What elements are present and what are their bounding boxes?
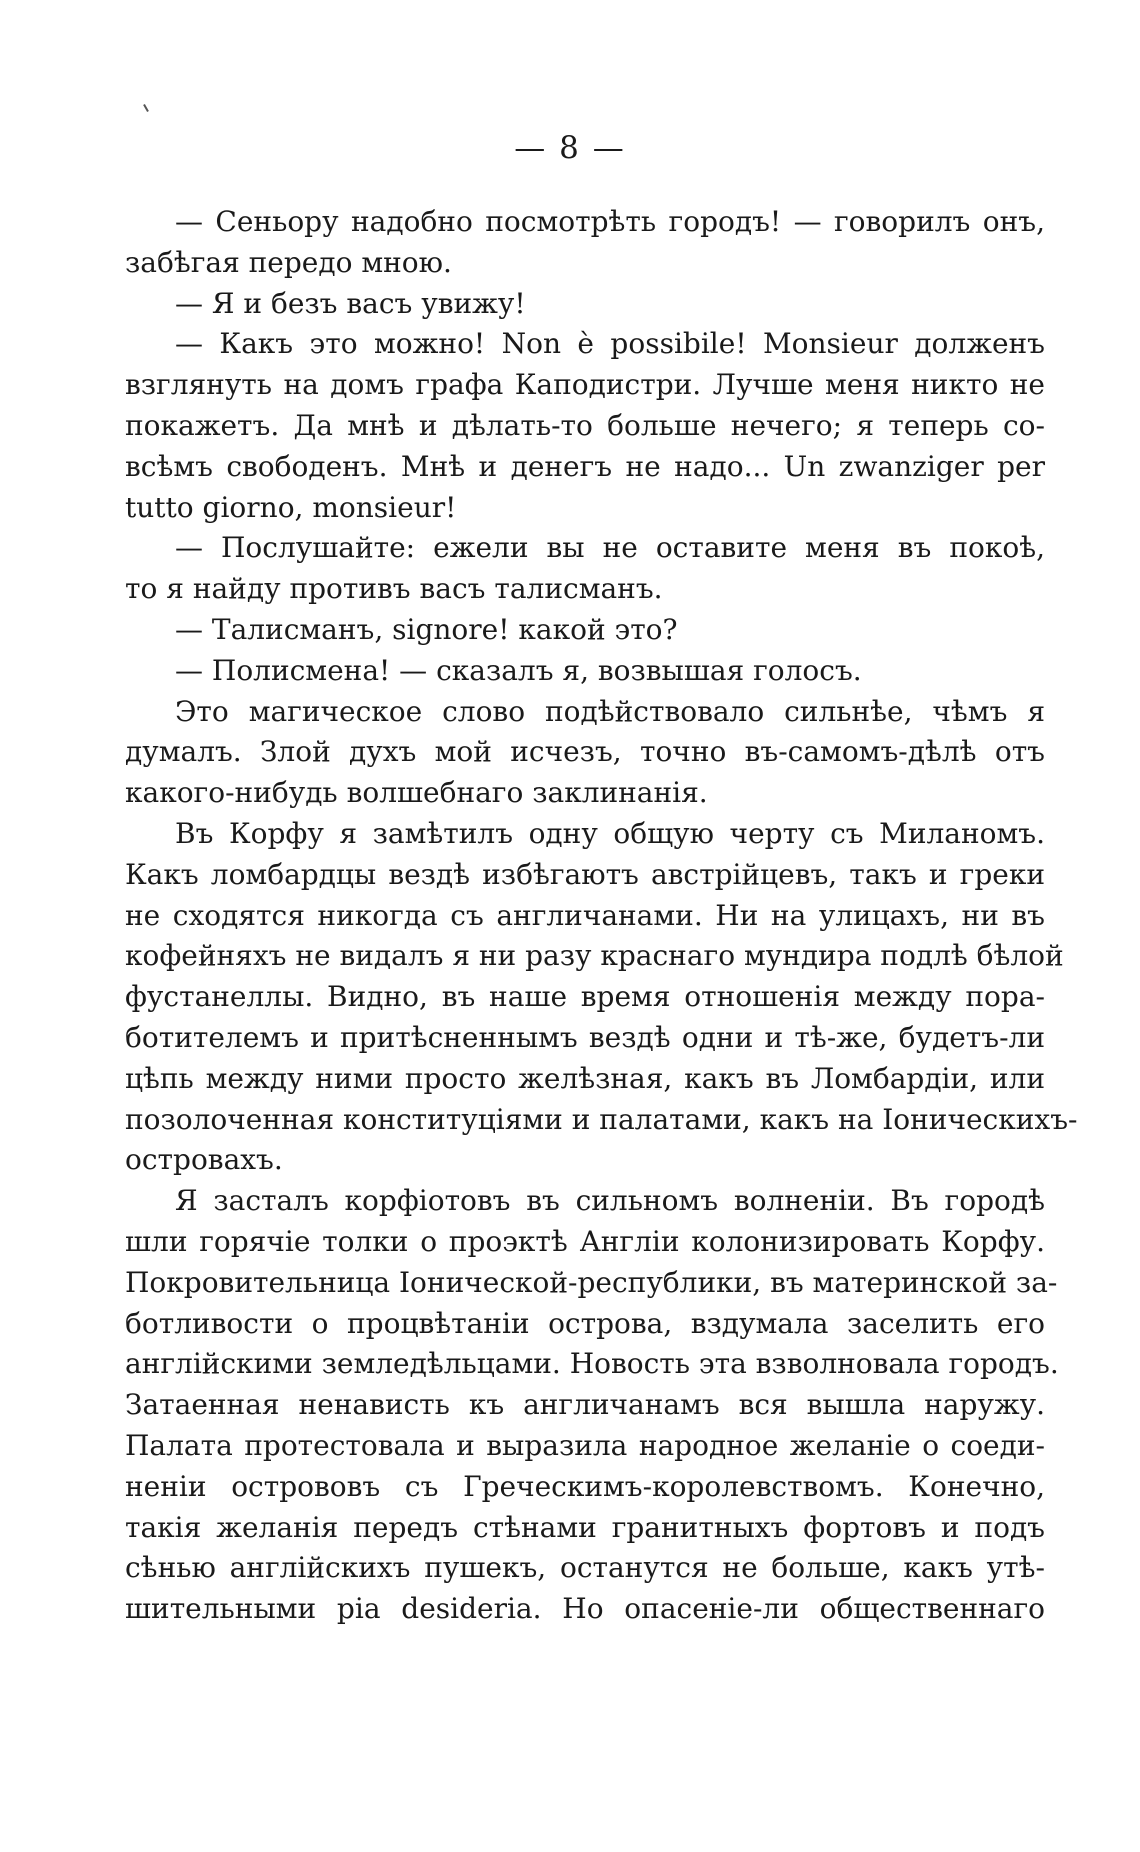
text-line: кофейняхъ не видалъ я ни разу краснаго мундира подлѣ бѣлой xyxy=(125,939,1064,973)
text-line: англійскими земледѣльцами. Новость эта взволновала городъ. xyxy=(125,1347,1059,1381)
text-line: — Талисманъ, signore! какой это? xyxy=(175,612,678,646)
text-line: ботливости о процвѣтаніи острова, вздумала заселить его xyxy=(125,1306,1045,1340)
text-line: шли горячіе толки о проэктѣ Англіи колонизировать Корфу. xyxy=(125,1224,1045,1258)
text-line: — Послушайте: ежели вы не оставите меня въ покоѣ, xyxy=(175,531,1045,565)
text-line: Затаенная ненависть къ англичанамъ вся вышла наружу. xyxy=(125,1388,1045,1422)
text-line: покажетъ. Да мнѣ и дѣлать-то больше нечего; я теперь со- xyxy=(125,408,1045,442)
text-line: ботителемъ и притѣсненнымъ вездѣ одни и тѣ-же, будетъ-ли xyxy=(125,1020,1045,1054)
text-line: Какъ ломбардцы вездѣ избѣгаютъ австрійцевъ, такъ и греки xyxy=(125,857,1045,891)
text-line: Палата протестовала и выразила народное желаніе о соеди- xyxy=(125,1428,1045,1462)
text-line: — Какъ это можно! Non è possibile! Monsieur долженъ xyxy=(175,327,1045,361)
scan-mark xyxy=(143,104,149,112)
text-line: неніи острововъ съ Греческимъ-королевствомъ. Конечно, xyxy=(125,1469,1045,1503)
text-line: позолоченная конституціями и палатами, какъ на Іоническихъ- xyxy=(125,1102,1078,1136)
text-line: Я засталъ корфіотовъ въ сильномъ волненіи. Въ городѣ xyxy=(175,1184,1045,1218)
text-line: Это магическое слово подѣйствовало сильнѣе, чѣмъ я xyxy=(175,694,1045,728)
page-number: — 8 — xyxy=(514,130,626,166)
text-line: — Сеньору надобно посмотрѣть городъ! — говорилъ онъ, xyxy=(175,205,1045,238)
text-line: островахъ. xyxy=(125,1143,283,1177)
text-line: цѣпь между ними просто желѣзная, какъ въ Ломбардіи, или xyxy=(125,1061,1045,1095)
text-line: Въ Корфу я замѣтилъ одну общую черту съ Миланомъ. xyxy=(175,816,1045,850)
text-line: то я найду противъ васъ талисманъ. xyxy=(125,572,663,606)
text-line: думалъ. Злой духъ мой исчезъ, точно въ-самомъ-дѣлѣ отъ xyxy=(125,735,1045,769)
text-line: такія желанія передъ стѣнами гранитныхъ фортовъ и подъ xyxy=(125,1510,1045,1544)
text-line: всѣмъ свободенъ. Мнѣ и денегъ не надо... Un zwanziger per xyxy=(125,449,1045,483)
text-line: не сходятся никогда съ англичанами. Ни на улицахъ, ни въ xyxy=(125,898,1045,932)
text-line: сѣнью англійскихъ пушекъ, останутся не больше, какъ утѣ- xyxy=(125,1551,1045,1585)
text-line: взглянуть на домъ графа Каподистри. Лучше меня никто не xyxy=(125,368,1045,402)
text-line: фустанеллы. Видно, въ наше время отношенія между пора- xyxy=(125,980,1045,1014)
body-text xyxy=(125,202,1078,1630)
text-line: — Я и безъ васъ увижу! xyxy=(175,286,526,320)
text-line: какого-нибудь волшебнаго заклинанія. xyxy=(125,776,708,810)
text-line: — Полисмена! — сказалъ я, возвышая голосъ. xyxy=(175,653,862,687)
text-line: забѣгая передо мною. xyxy=(125,245,452,279)
text-line: tutto giorno, monsieur! xyxy=(125,490,457,524)
text-line: шительными pia desideria. Но опасеніе-ли общественнаго xyxy=(125,1592,1045,1626)
text-line: Покровительница Іонической-республики, въ материнской за- xyxy=(125,1265,1058,1299)
